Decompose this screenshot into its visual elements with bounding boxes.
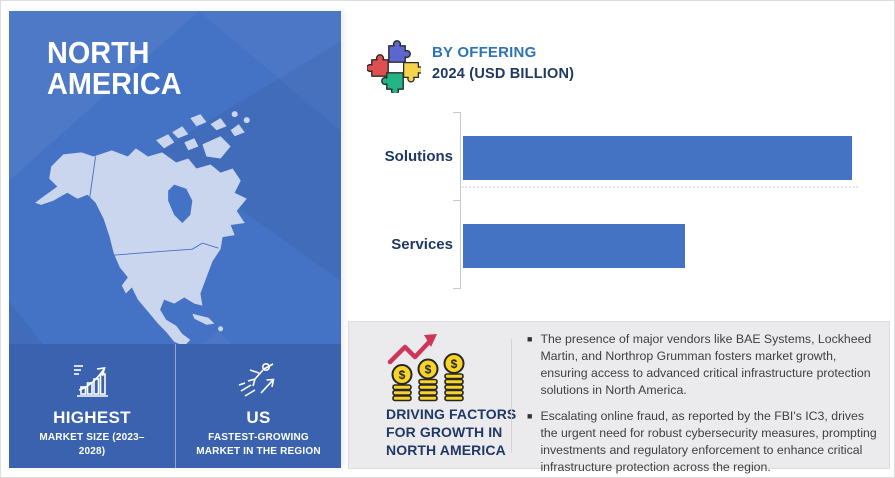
- page-title-line1: NORTH: [47, 35, 150, 70]
- bullet-text: Escalating online fraud, as reported by the FBI's IC3, drives the urgent need for robust cybersecurity measures, prompting investments and regulatory enforcement to enhance critical infrastructure protection across the region.: [540, 408, 877, 474]
- stat-fastest-growing: [175, 344, 341, 468]
- stat-highest-market-size: [9, 344, 175, 468]
- list-item: [527, 331, 879, 399]
- growth-bars-arrow-icon: [70, 359, 114, 401]
- svg-text:$: $: [450, 357, 458, 371]
- chart-header: [432, 44, 574, 83]
- vertical-divider: [511, 339, 512, 453]
- bar-track: [463, 136, 852, 180]
- page-title: [47, 37, 182, 99]
- driving-factors-heading: DRIVING FACTORS FOR GROWTH IN NORTH AMERICA: [386, 406, 517, 458]
- svg-text:$: $: [424, 362, 432, 377]
- coins-growth-icon: [385, 332, 471, 404]
- chart-gridline: [462, 186, 858, 188]
- axis-tick: [453, 112, 460, 113]
- driving-factors-list: [527, 331, 879, 478]
- bar-label-solutions: Solutions: [384, 148, 453, 165]
- list-item: [527, 408, 879, 476]
- stats-band: [9, 344, 341, 468]
- region-panel: [9, 11, 341, 468]
- bar-track: [463, 224, 852, 268]
- flying-person-icon: [236, 358, 282, 402]
- puzzle-icon: [367, 39, 421, 93]
- bar-solutions: [463, 136, 852, 180]
- driving-factors-box: [348, 321, 890, 474]
- bar-label-services: Services: [391, 236, 453, 253]
- bullet-text: The presence of major vendors like BAE Systems, Lockheed Martin, and Northrop Grumman fosters market growth, ensuring access to advanced critical infrastructure protection solutions in North America.: [540, 332, 872, 397]
- bullet-icon: ■: [527, 410, 533, 421]
- page-title-line2: AMERICA: [47, 66, 182, 101]
- chart-title: BY OFFERING: [432, 44, 537, 61]
- axis-tick: [453, 288, 460, 289]
- axis-tick: [453, 200, 460, 201]
- bar-services: [463, 224, 685, 268]
- stat-subtitle: MARKET SIZE (2023–2028): [39, 432, 145, 457]
- stat-subtitle: FASTEST-GROWING MARKET IN THE REGION: [196, 432, 321, 457]
- bullet-icon: ■: [527, 334, 533, 344]
- stat-title: HIGHEST: [53, 408, 131, 427]
- stat-title: US: [246, 408, 271, 427]
- svg-text:$: $: [398, 368, 406, 382]
- chart-subtitle: 2024 (USD BILLION): [432, 65, 575, 82]
- chart-y-axis: [460, 112, 461, 289]
- north-america-map: [23, 105, 275, 349]
